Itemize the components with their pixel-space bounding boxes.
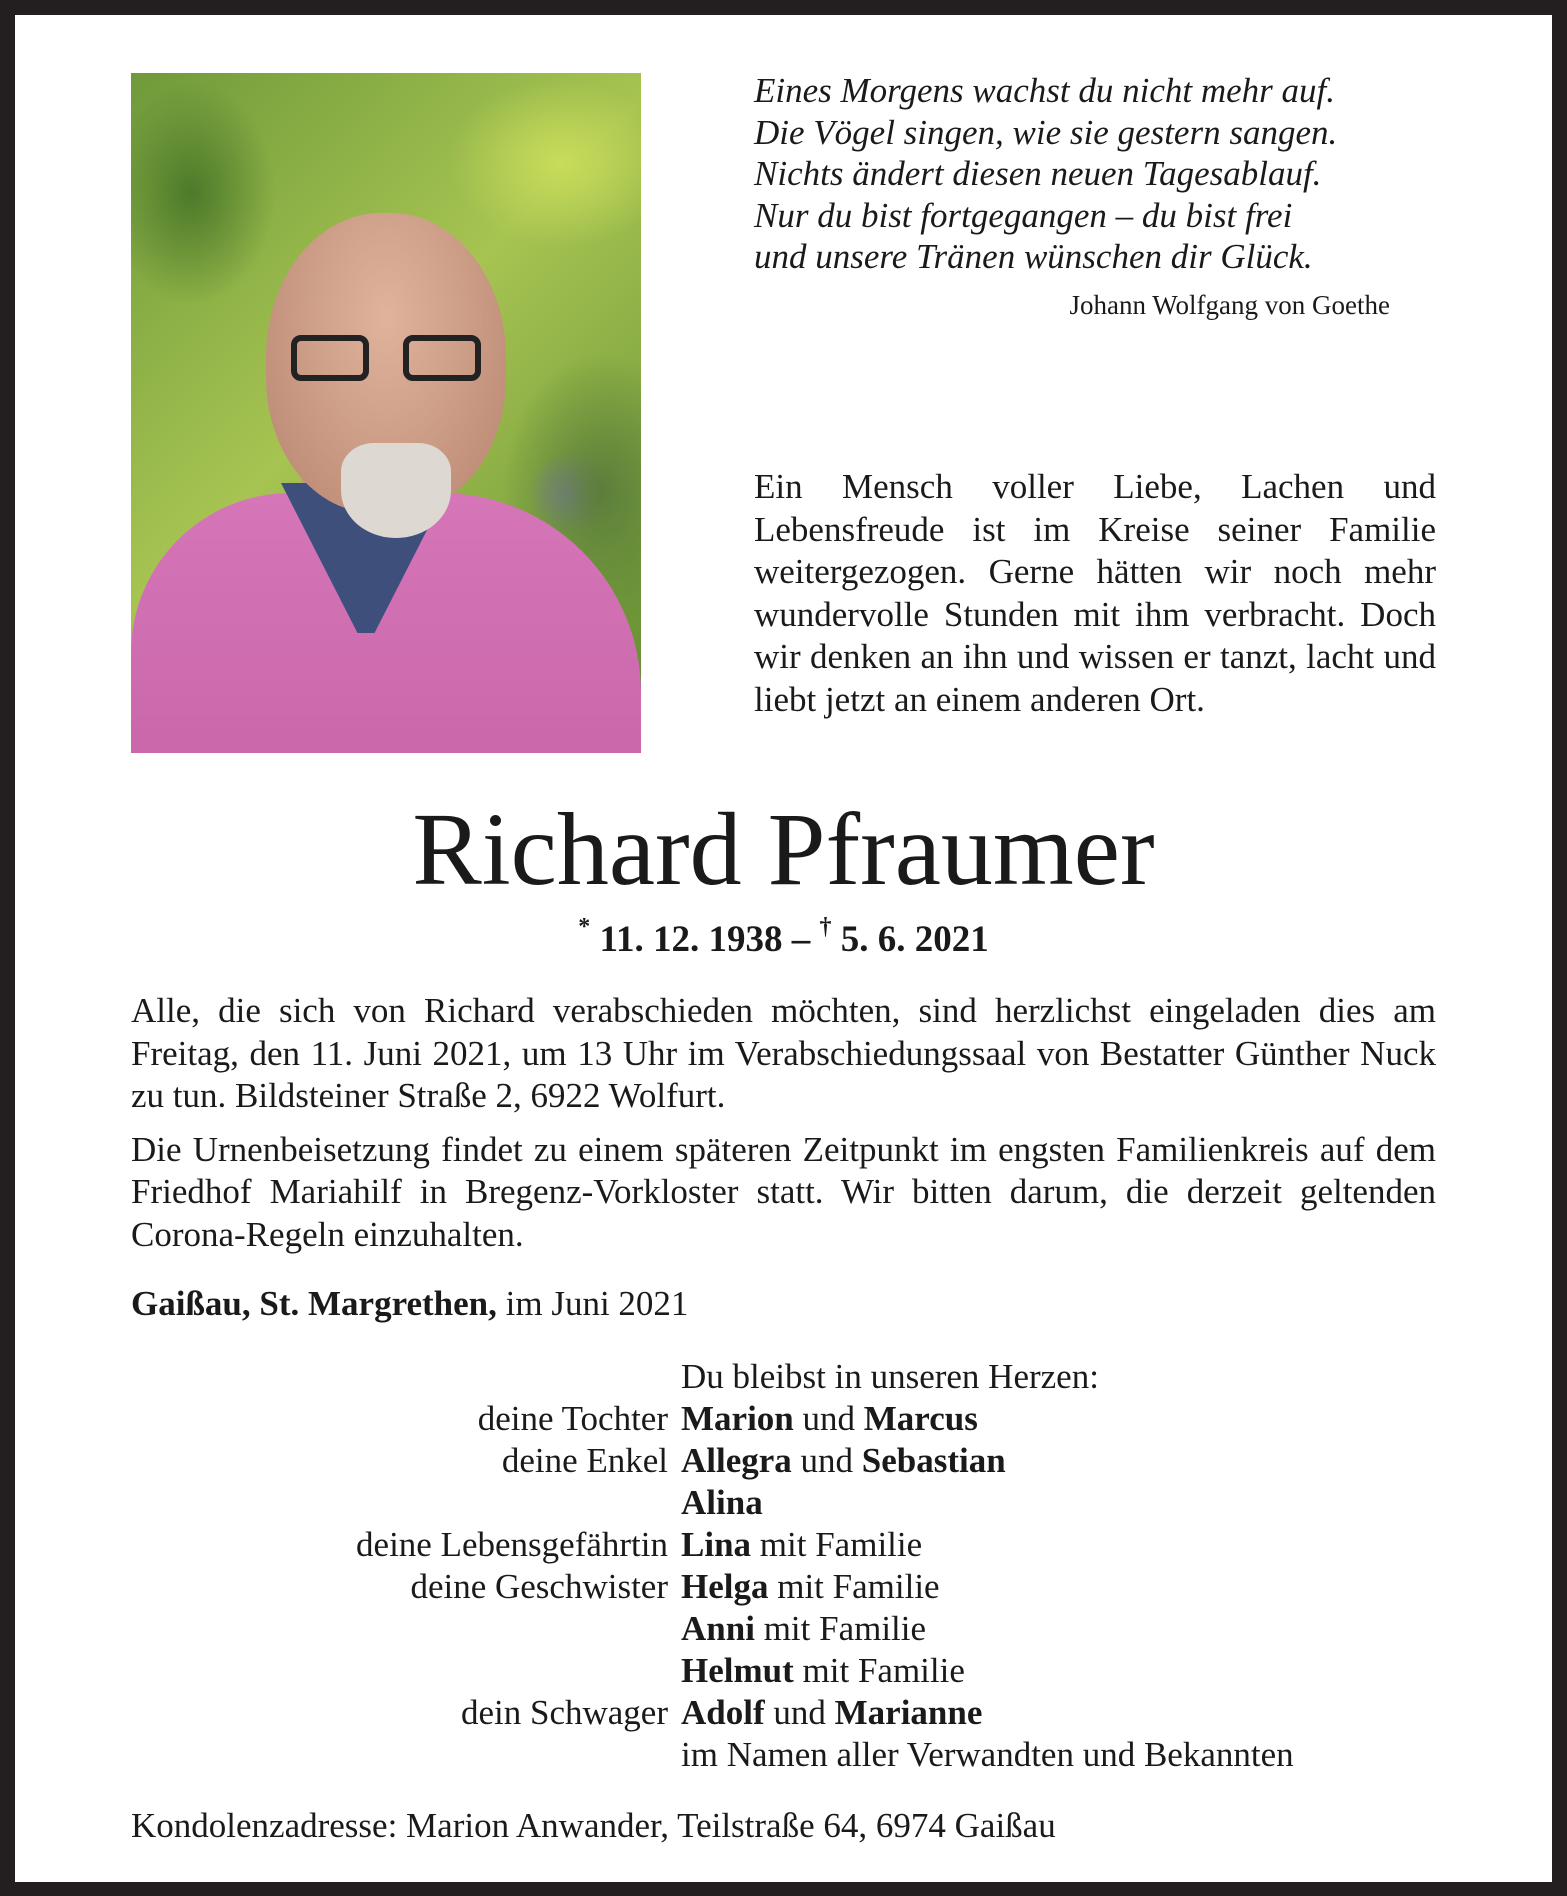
- mourner-connector: mit Familie: [793, 1651, 965, 1690]
- mourner-names: [681, 1650, 965, 1692]
- mourner-row: [131, 1440, 1441, 1482]
- mourner-name: Sebastian: [861, 1441, 1006, 1480]
- mourner-connector: mit Familie: [754, 1609, 927, 1648]
- birth-mark: *: [578, 914, 591, 940]
- intro-text: [754, 466, 1436, 721]
- portrait-photo: [131, 73, 641, 753]
- mourner-row: [131, 1524, 1441, 1566]
- death-date: 5. 6. 2021: [840, 919, 989, 960]
- death-mark: †: [819, 914, 832, 940]
- mourner-connector: und: [793, 1399, 864, 1438]
- mourners-list: [131, 1356, 1441, 1776]
- poem-line: Nichts ändert diesen neuen Tagesablauf.: [754, 154, 1322, 193]
- mourner-names: [681, 1566, 940, 1608]
- deceased-name: Richard Pfraumer: [412, 792, 1155, 907]
- relation-label: deine Geschwister: [410, 1567, 668, 1606]
- intro-paragraph: Ein Mensch voller Liebe, Lachen und Lebensfreude ist im Kreise seiner Familie weitergezogen. Gerne hätten wir noch mehr wundervolle Stunden mit ihm verbracht. Doch wir denken an ihn und wissen er tanzt, lacht und liebt jetzt an einem anderen Ort.: [754, 467, 1436, 719]
- life-dates: [0, 914, 1567, 961]
- mourner-row: [131, 1608, 1441, 1650]
- relation-label: dein Schwager: [460, 1693, 668, 1732]
- relation-label: deine Enkel: [501, 1441, 668, 1480]
- mourner-names: [681, 1608, 926, 1650]
- mourner-connector: und: [764, 1693, 835, 1732]
- relation-label: deine Tochter: [477, 1399, 668, 1438]
- relation-label: deine Lebensgefährtin: [356, 1525, 668, 1564]
- mourner-connector: und: [791, 1441, 862, 1480]
- poem-author: Johann Wolfgang von Goethe: [1069, 290, 1390, 320]
- mourner-row: [131, 1398, 1441, 1440]
- date-separator: –: [782, 919, 820, 960]
- poem-line: und unsere Tränen wünschen dir Glück.: [754, 237, 1313, 276]
- mourner-name: Marion: [681, 1399, 794, 1438]
- poem: [754, 70, 1337, 278]
- mourner-name: Allegra: [681, 1441, 792, 1480]
- mourner-row: [131, 1692, 1441, 1734]
- relation-label: [131, 1650, 681, 1692]
- relation-label: [131, 1482, 681, 1524]
- mourner-name: Marianne: [834, 1693, 983, 1732]
- farewell-paragraph: Alle, die sich von Richard verabschieden möchten, sind herzlichst eingeladen dies am Freitag, den 11. Juni 2021, um 13 Uhr im Verabschiedungssaal von Bestatter Günther Nuck zu tun. Bildsteiner Straße 2, 6922 Wolfurt.: [131, 991, 1436, 1115]
- poem-line: Die Vögel singen, wie sie gestern sangen.: [754, 112, 1338, 152]
- burial-paragraph: Die Urnenbeisetzung findet zu einem späteren Zeitpunkt im engsten Familienkreis auf dem Friedhof Mariahilf in Bregenz-Vorkloster statt. Wir bitten darum, die derzeit geltenden Corona-Regeln einzuhalten.: [131, 1129, 1436, 1254]
- mourner-row: [131, 1482, 1441, 1524]
- mourner-name: Alina: [681, 1483, 763, 1522]
- announcement: [131, 990, 1436, 1267]
- mourner-connector: mit Familie: [768, 1567, 940, 1606]
- mourner-name: Helmut: [681, 1651, 794, 1690]
- mourner-names: [681, 1524, 922, 1566]
- mourner-names: [681, 1482, 763, 1524]
- place: Gaißau, St. Margrethen,: [131, 1284, 497, 1323]
- poem-line: Eines Morgens wachst du nicht mehr auf.: [754, 71, 1336, 110]
- mourner-names: [681, 1398, 978, 1440]
- mourner-connector: mit Familie: [751, 1525, 923, 1564]
- date-line: im Juni 2021: [496, 1284, 689, 1323]
- relation-label: [131, 1608, 681, 1650]
- mourners-heading: Du bleibst in unseren Herzen:: [681, 1357, 1099, 1396]
- mourner-names: [681, 1692, 982, 1734]
- mourner-name: Anni: [681, 1609, 755, 1648]
- mourner-name: Helga: [681, 1567, 769, 1606]
- mourner-names: [681, 1440, 1006, 1482]
- place-date: [131, 1284, 688, 1324]
- mourner-name: Lina: [681, 1525, 752, 1564]
- birth-date: 11. 12. 1938: [599, 919, 783, 960]
- mourners-closing: im Namen aller Verwandten und Bekannten: [681, 1735, 1294, 1774]
- mourner-row: [131, 1650, 1441, 1692]
- condolence-address: Kondolenzadresse: Marion Anwander, Teilstraße 64, 6974 Gaißau: [131, 1806, 1056, 1845]
- mourner-name: Adolf: [681, 1693, 765, 1732]
- mourner-name: Marcus: [863, 1399, 978, 1438]
- mourner-row: [131, 1566, 1441, 1608]
- poem-line: Nur du bist fortgegangen – du bist frei: [754, 195, 1293, 235]
